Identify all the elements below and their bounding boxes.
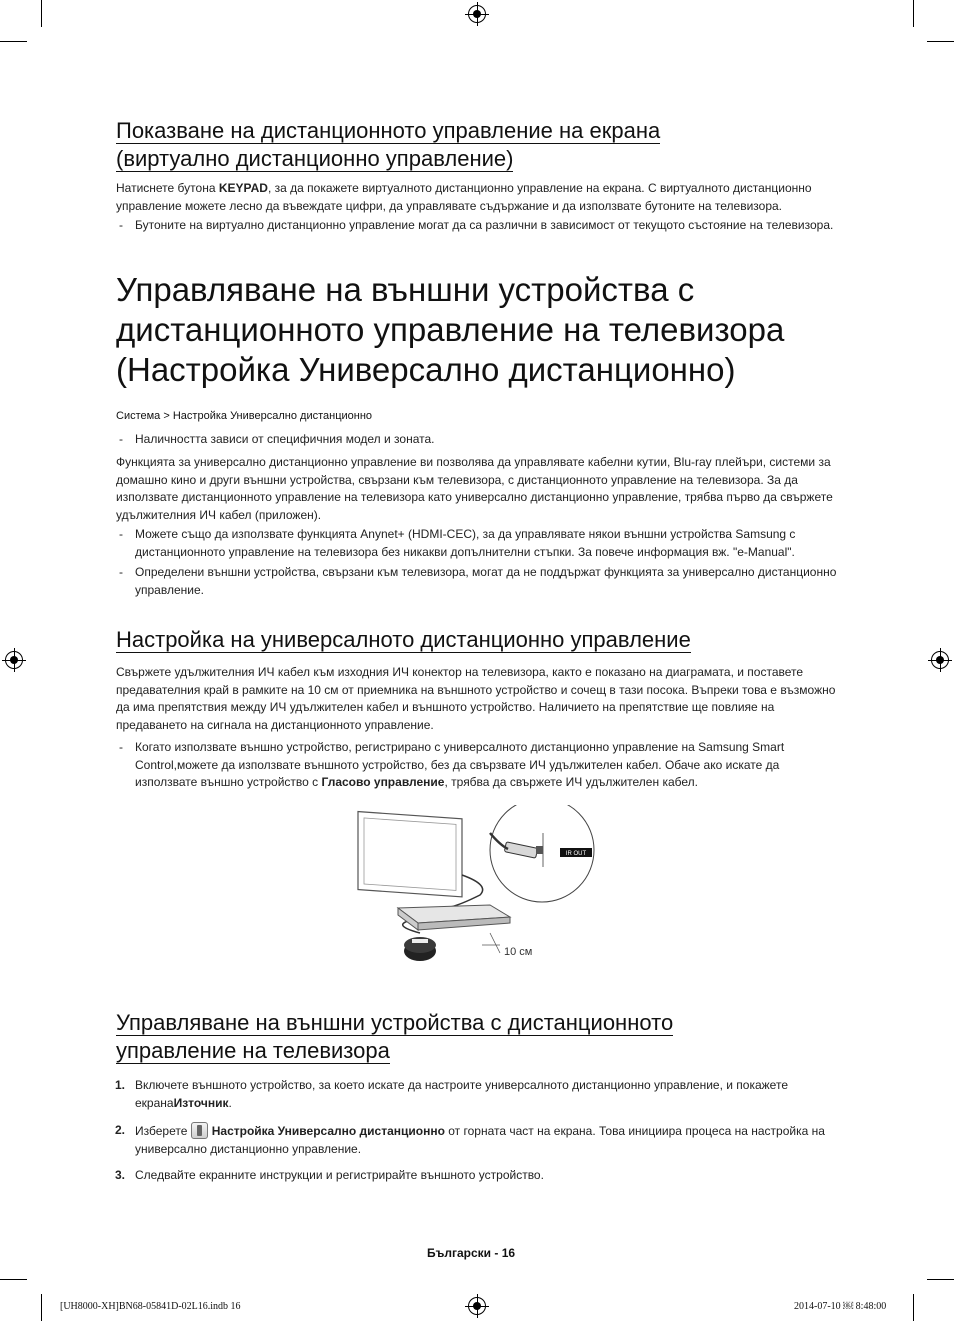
registration-mark-icon — [468, 1297, 486, 1315]
step-1: 1. Включете външното устройство, за което искате да настроите универсалното дистанционно управление, и покажете екранаИзточник. — [115, 1078, 788, 1110]
note-bullet: - Можете също да използвате функцията Anynet+ (HDMI-CEC), за да управлявате някои външни устройства Samsung с дистанционното управление на телевизора без никакви допълнителни стъпки. За повече информация вж. "e-Manual". — [119, 527, 796, 559]
distance-marker — [482, 933, 500, 953]
ir-port-zoom-circle — [490, 805, 594, 902]
crop-mark — [41, 0, 42, 27]
section-universal-remote-paragraph: Функцията за универсално дистанционно управление ви позволява да управлявате кабелни кутии, Blu-ray плейъри, системи за домашно кино и други външни устройства, свързани към телевизора, с дистанционното управление на телевизора. За да използвате дистанционното управление на телевизора като универсално дистанционно управление, трябва първо да свържете удължителния ИЧ кабел (приложен). — [116, 455, 833, 522]
crop-mark — [41, 1294, 42, 1321]
page-number: Български - 16 — [427, 1246, 516, 1260]
registration-mark-icon — [931, 651, 949, 669]
tv-illustration — [358, 812, 462, 897]
universal-remote-setup-icon — [191, 1122, 208, 1139]
source-keyword: Източник — [173, 1095, 229, 1110]
ir-out-label: IR OUT — [565, 851, 587, 857]
note-bullet: - Определени външни устройства, свързани към телевизора, могат да не поддържат функцията за универсално дистанционно управление. — [119, 565, 837, 597]
crop-mark — [927, 1279, 954, 1280]
set-top-box-illustration — [398, 905, 510, 930]
section-universal-remote-heading: Управляване на външни устройства с дистанционното управление на телевизора (Настройка Универсално дистанционно) — [116, 271, 785, 388]
section-control-external-heading: Управляване на външни устройства с дистанционното управление на телевизора — [116, 1010, 674, 1063]
section-virtual-remote-paragraph: Натиснете бутона KEYPAD, за да покажете виртуалното дистанционно управление на екрана. С виртуалното дистанционно управление можете лесно да въвеждате цифри, да управлявате съдържание и да използвате бутоните на телевизора. — [116, 181, 812, 213]
crop-mark — [913, 0, 914, 27]
distance-label: 10 см — [504, 946, 533, 958]
menu-path: Система > Настройка Универсално дистанционно — [116, 410, 373, 422]
crop-mark — [0, 1279, 27, 1280]
voice-control-keyword: Гласово управление — [321, 775, 445, 789]
note-bullet: - Бутоните на виртуално дистанционно управление могат да са различни в зависимост от текущото състояние на телевизора. — [119, 218, 834, 232]
step-3: 3. Следвайте екранните инструкции и регистрирайте външното устройство. — [115, 1168, 544, 1182]
section-virtual-remote-heading: Показване на дистанционното управление на екрана (виртуално дистанционно управление) — [116, 118, 661, 171]
footer-file-info: [UH8000-XH]BN68-05841D-02L16.indb 16 — [60, 1301, 241, 1312]
crop-mark — [927, 41, 954, 42]
ir-blaster-illustration — [404, 937, 436, 961]
ir-extender-diagram — [350, 805, 600, 970]
note-bullet: - Когато използвате външно устройство, регистрирано с универсалното дистанционно управление на Samsung Smart Control,можете да използвате външното устройство, без да свързвате ИЧ удължителен кабел. Обаче ако искате да използвате външно устройство с Гласово управление, трябва да свържете ИЧ удължителен кабел. — [119, 740, 785, 789]
note-bullet: - Наличността зависи от специфичния модел и зоната. — [119, 432, 435, 446]
registration-mark-icon — [5, 651, 23, 669]
keypad-keyword: KEYPAD — [218, 181, 268, 195]
crop-mark — [913, 1294, 914, 1321]
section-setup-paragraph: Свържете удължителния ИЧ кабел към изходния ИЧ конектор на телевизора, както е показано на диаграмата, и поставете предавателния край в рамките на 10 см от приемника на външното устройство и сочещ в тази посока. Въпреки това е възможно да има препятствия между ИЧ удължителен кабел и външното устройство. Наличието на препятствие ще повлияе на предаването на сигнала на дистанционното управление. — [116, 665, 836, 732]
e-manual-reference: e-Manual — [737, 544, 788, 559]
registration-mark-icon — [468, 5, 486, 23]
footer-timestamp: 2014-07-10 ￼ 8:48:00 — [794, 1301, 887, 1312]
step-2: 2. Изберете Настройка Универсално дистанционно от горната част на екрана. Това инициира процеса на настройка на универсално дистанционно управление. — [115, 1123, 825, 1156]
section-setup-heading: Настройка на универсалното дистанционно управление — [116, 627, 691, 652]
crop-mark — [0, 41, 27, 42]
